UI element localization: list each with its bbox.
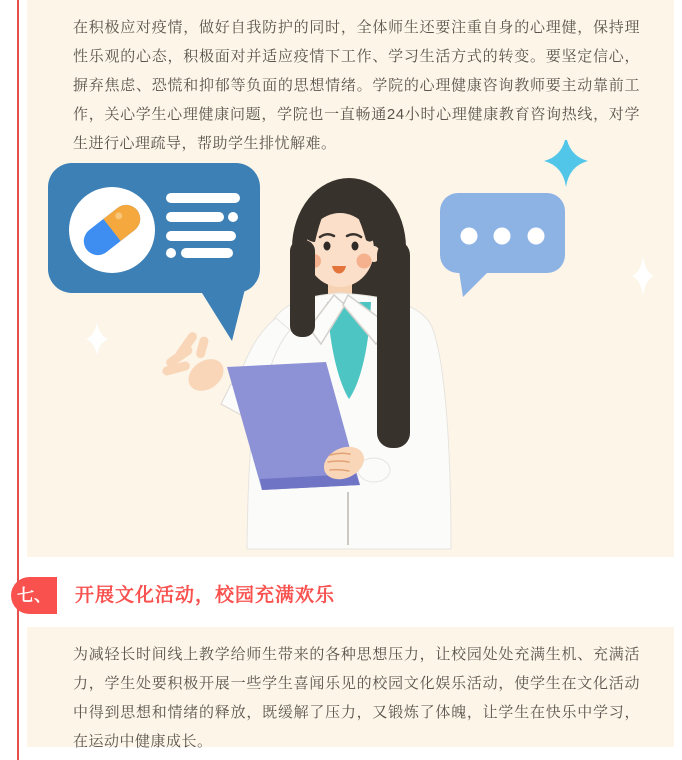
sparkle-white-left-icon bbox=[86, 322, 108, 356]
paragraph-psych-health: 在积极应对疫情，做好自我防护的同时，全体师生还要注重自身的心理健，保持理性乐观的心态，积极面对并适应疫情下工作、学习生活方式的转变。要坚定信心，摒弃焦虑、恐慌和抑郁等负面的思想情绪。学院的心理健康咨询教师要主动靠前工作，关心学生心理健康问题，学院也一直畅通24小时心理健康教育咨询热线，对学生进行心理疏导，帮助学生排忧解难。 bbox=[73, 19, 640, 152]
gesturing-hand bbox=[161, 330, 229, 397]
medical-speech-bubble-icon bbox=[48, 163, 260, 341]
section-title: 开展文化活动，校园充满欢乐 bbox=[75, 585, 336, 606]
content-block-psych-health bbox=[27, 0, 674, 557]
left-rule bbox=[17, 0, 19, 760]
sparkle-cyan-icon bbox=[544, 140, 588, 187]
paragraph-culture: 为减轻长时间线上教学给师生带来的各种思想压力，让校园处处充满生机、充满活力，学生处要积极开展一些学生喜闻乐见的校园文化娱乐活动，使学生在文化活动中得到思想和情绪的释放，既缓解了压力，又锻炼了体魄，让学生在快乐中学习，在运动中健康成长。 bbox=[73, 646, 640, 750]
sparkle-white-right-icon bbox=[632, 256, 654, 296]
chat-dots-bubble-icon bbox=[440, 193, 565, 297]
section-heading-row bbox=[0, 577, 682, 614]
content-block-culture bbox=[27, 627, 674, 750]
section-number-badge: 七、 bbox=[11, 577, 57, 614]
counselor-illustration bbox=[27, 140, 674, 557]
